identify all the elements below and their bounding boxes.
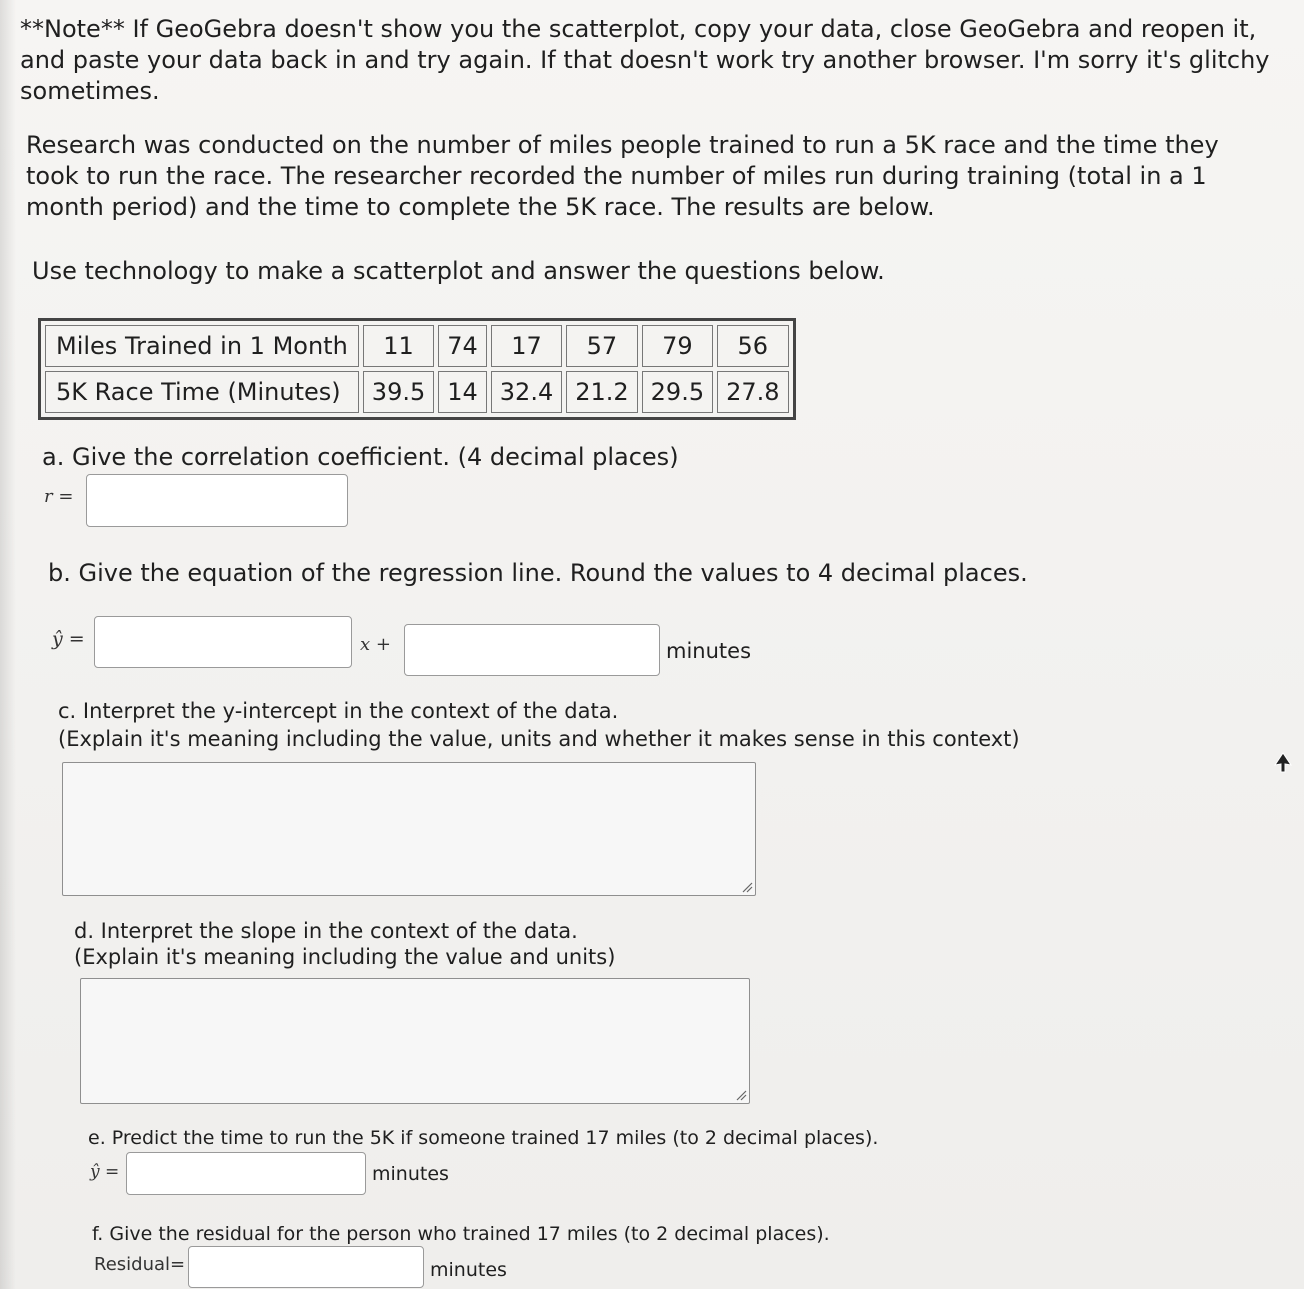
residual-label: Residual= xyxy=(94,1254,186,1275)
correlation-input[interactable] xyxy=(86,474,348,527)
table-cell: 39.5 xyxy=(363,371,434,413)
residual-input[interactable] xyxy=(188,1246,424,1288)
table-cell: 27.8 xyxy=(717,371,788,413)
slope-textarea[interactable] xyxy=(80,978,750,1104)
r-label: r = xyxy=(44,486,74,507)
table-cell: 29.5 xyxy=(642,371,713,413)
table-cell: 14 xyxy=(438,371,487,413)
table-cell: 74 xyxy=(438,325,487,367)
screen-edge-shadow xyxy=(0,0,16,1289)
y-intercept-textarea[interactable] xyxy=(62,762,756,896)
resize-handle-icon[interactable] xyxy=(735,1089,747,1101)
table-row-miles xyxy=(45,325,789,367)
part-a-question: a. Give the correlation coefficient. (4 decimal places) xyxy=(42,443,679,471)
part-c-question: c. Interpret the y-intercept in the context of the data. xyxy=(58,699,619,723)
row-label-time: 5K Race Time (Minutes) xyxy=(45,371,359,413)
part-d-question: d. Interpret the slope in the context of the data. xyxy=(74,919,578,943)
part-d-explain: (Explain it's meaning including the value and units) xyxy=(74,945,616,969)
table-row-time xyxy=(45,371,789,413)
problem-intro: Research was conducted on the number of miles people trained to run a 5K race and the time they took to run the race. The researcher recorded the number of miles run during training (total in a 1 month period) and the time to complete the 5K race. The results are below. xyxy=(26,131,1219,221)
slope-input[interactable] xyxy=(94,616,352,668)
table-cell: 32.4 xyxy=(491,371,562,413)
minutes-unit-f: minutes xyxy=(430,1259,507,1281)
resize-handle-icon[interactable] xyxy=(741,881,753,893)
table-cell: 11 xyxy=(363,325,434,367)
y-hat-label-e: ŷ = xyxy=(90,1162,120,1182)
part-c-explain: (Explain it's meaning including the value, units and whether it makes sense in this context) xyxy=(58,727,1020,751)
x-plus-label: x + xyxy=(360,634,391,655)
minutes-unit-e: minutes xyxy=(372,1163,449,1185)
mouse-cursor-icon xyxy=(1270,750,1296,776)
table-cell: 57 xyxy=(566,325,637,367)
table-cell: 17 xyxy=(491,325,562,367)
minutes-unit-b: minutes xyxy=(666,639,752,663)
geogebra-note: **Note** If GeoGebra doesn't show you the scatterplot, copy your data, close GeoGebra and reopen it, and paste your data back in and try again. If that doesn't work try another browser. I'm sorry it's glitchy sometimes. xyxy=(20,15,1270,105)
part-e-question: e. Predict the time to run the 5K if someone trained 17 miles (to 2 decimal places). xyxy=(88,1127,879,1149)
table-cell: 56 xyxy=(717,325,788,367)
y-hat-label: ŷ = xyxy=(52,628,85,650)
part-f-question: f. Give the residual for the person who trained 17 miles (to 2 decimal places). xyxy=(92,1223,830,1245)
table-cell: 79 xyxy=(642,325,713,367)
intercept-input[interactable] xyxy=(404,624,660,676)
row-label-miles: Miles Trained in 1 Month xyxy=(45,325,359,367)
part-b-question: b. Give the equation of the regression line. Round the values to 4 decimal places. xyxy=(48,559,1028,587)
prediction-input[interactable] xyxy=(126,1152,366,1195)
table-cell: 21.2 xyxy=(566,371,637,413)
data-table xyxy=(38,318,796,420)
instruction-text: Use technology to make a scatterplot and answer the questions below. xyxy=(32,257,885,285)
